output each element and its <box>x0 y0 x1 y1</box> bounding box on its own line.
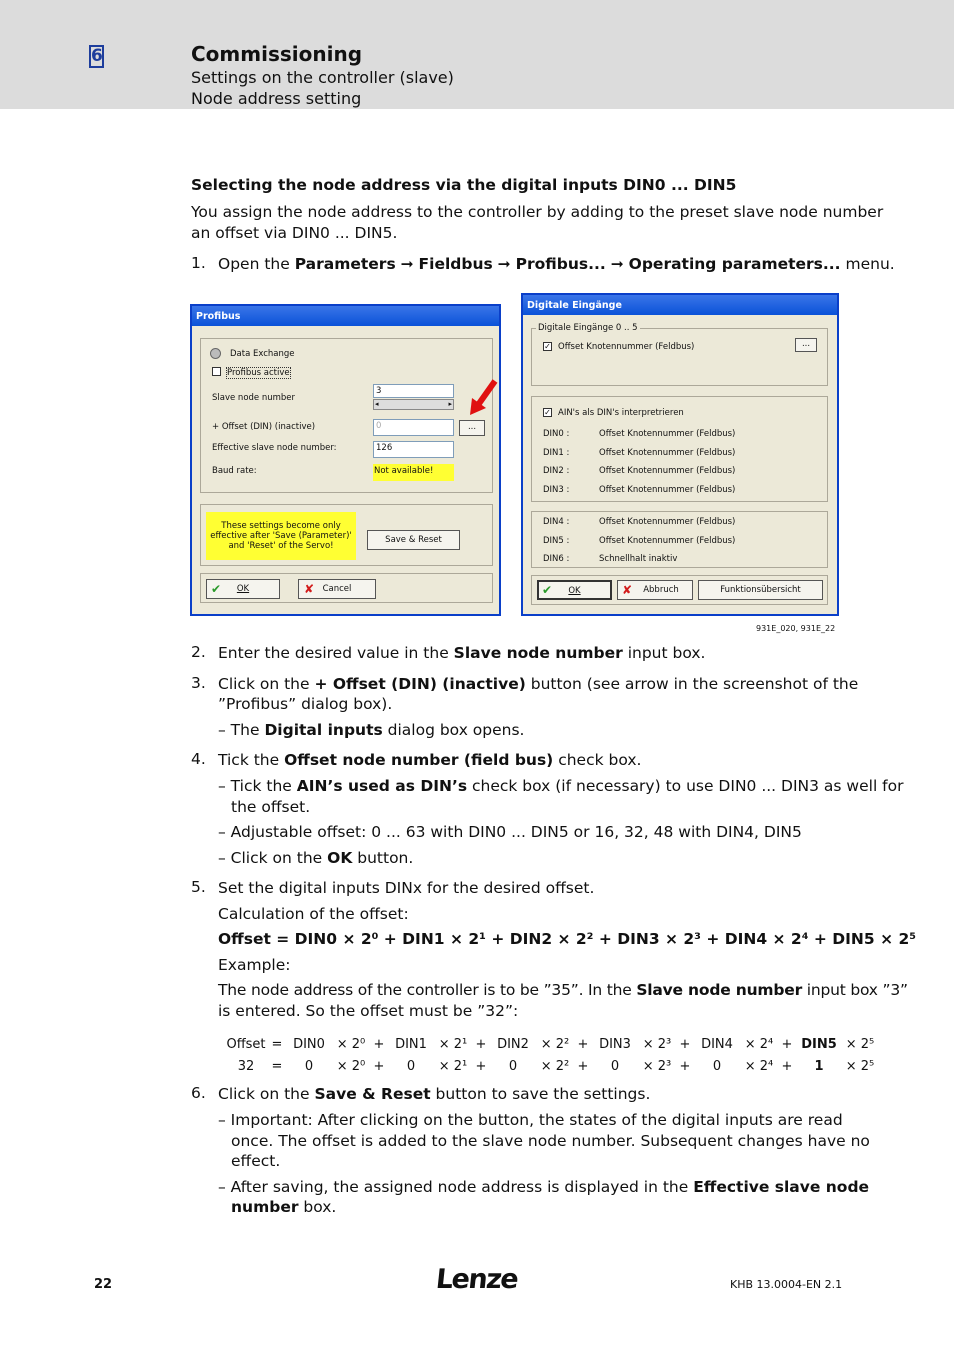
step-6-sub-2: – After saving, the assigned node address is displayed in the Effective slave node <box>218 1178 870 1196</box>
calc-label: Calculation of the offset: <box>218 905 409 923</box>
header-subtitle-2: Node address setting <box>191 89 362 108</box>
calc-cell: = <box>271 1058 283 1074</box>
calc-cell: DIN5 <box>801 1036 837 1052</box>
calc-cell: × 2² <box>540 1036 570 1052</box>
calc-cell: × 2¹ <box>438 1058 468 1074</box>
page-number: 22 <box>94 1277 113 1292</box>
calc-cell: + <box>781 1058 793 1074</box>
slave-node-input[interactable]: 3 <box>373 384 454 398</box>
offset-calc-table <box>224 1033 878 1077</box>
offset-node-checkbox[interactable]: ✓ <box>544 342 551 351</box>
baud-rate-label: Baud rate: <box>212 466 257 476</box>
din-row-name: DIN3 : <box>543 484 570 495</box>
din-row-value[interactable]: Offset Knotennummer (Feldbus) <box>599 447 736 458</box>
lenze-logo: Lenze <box>434 1264 519 1295</box>
offset-input: 0 <box>373 419 454 436</box>
save-reset-button[interactable]: Save & Reset <box>367 530 460 550</box>
scroll-left-icon[interactable]: ◂ <box>375 400 379 408</box>
scroll-right-icon[interactable]: ▸ <box>448 400 452 408</box>
profibus-active-label: Profibus active <box>227 368 290 378</box>
calc-row <box>224 1055 878 1077</box>
section-heading: Selecting the node address via the digital inputs DIN0 ... DIN5 <box>191 176 737 194</box>
step-6-text: Click on the Save & Reset button to save the settings. <box>218 1085 651 1103</box>
din-row-name: DIN1 : <box>543 447 570 458</box>
step-2-text: Enter the desired value in the Slave node number input box. <box>218 644 706 662</box>
din-row-value[interactable]: Offset Knotennummer (Feldbus) <box>599 484 736 495</box>
calc-cell: DIN4 <box>701 1036 733 1052</box>
step-5-text: Set the digital inputs DINx for the desired offset. <box>218 879 595 897</box>
calc-cell: 0 <box>304 1058 314 1074</box>
data-exchange-led <box>210 348 221 359</box>
calc-cell: 0 <box>610 1058 620 1074</box>
din-row-name: DIN0 : <box>543 429 570 439</box>
digital-ok-button[interactable]: ✔ OK <box>537 580 612 600</box>
cross-icon: ✘ <box>622 583 633 597</box>
step-4-text: Tick the Offset node number (field bus) check box. <box>218 751 642 769</box>
din-row-name: DIN5 : <box>543 535 570 546</box>
calc-cell: × 2³ <box>642 1036 672 1052</box>
dots-button[interactable]: ... <box>795 338 817 352</box>
calc-cell: × 2⁰ <box>336 1036 366 1052</box>
din-row-name: DIN6 : <box>543 554 570 564</box>
step-5-number: 5. <box>191 878 206 896</box>
checkmark-icon: ✔ <box>542 583 553 597</box>
calc-cell: × 2⁴ <box>744 1058 774 1074</box>
calc-cell: DIN3 <box>599 1036 631 1052</box>
digital-inputs-dialog <box>521 293 839 616</box>
step-4-sub-3: – Click on the OK button. <box>218 849 414 867</box>
calc-cell: × 2³ <box>642 1058 672 1074</box>
offset-label: + Offset (DIN) (inactive) <box>212 422 316 432</box>
slave-node-scrollbar[interactable] <box>373 399 454 410</box>
step-6-sub-2-cont: number box. <box>231 1198 337 1216</box>
chapter-title: Commissioning <box>191 42 363 66</box>
calc-cell: = <box>271 1036 283 1052</box>
step-4-sub-1-cont: the offset. <box>231 798 311 816</box>
calc-cell: + <box>475 1058 487 1074</box>
profibus-cancel-button[interactable]: ✘ Cancel <box>298 579 376 599</box>
step-3-text-2: ”Profibus” dialog box). <box>218 695 393 713</box>
intro-line-1: You assign the node address to the controller by adding to the preset slave node number <box>191 203 884 221</box>
effective-node-input: 126 <box>373 441 454 458</box>
calc-cell: DIN0 <box>293 1036 325 1052</box>
profibus-dialog-title: Profibus <box>192 306 499 326</box>
step-4-number: 4. <box>191 750 206 768</box>
intro-line-2: an offset via DIN0 ... DIN5. <box>191 224 398 242</box>
calc-cell: 0 <box>406 1058 416 1074</box>
calc-cell: 32 <box>237 1058 255 1074</box>
step-2-number: 2. <box>191 643 206 661</box>
digital-dialog-title: Digitale Eingänge <box>523 295 837 315</box>
calc-cell: + <box>577 1036 589 1052</box>
calc-cell: × 2² <box>540 1058 570 1074</box>
ain-label: AIN's als DIN's interpretrieren <box>558 408 684 418</box>
din-row-value[interactable]: Offset Knotennummer (Feldbus) <box>599 517 736 527</box>
step-4-sub-1: – Tick the AIN’s used as DIN’s check box (if necessary) to use DIN0 ... DIN3 as well for <box>218 777 904 795</box>
profibus-active-checkbox[interactable] <box>212 367 221 376</box>
calc-cell: + <box>475 1036 487 1052</box>
document-id: KHB 13.0004-EN 2.1 <box>730 1278 843 1291</box>
profibus-ok-button[interactable]: ✔ OK <box>206 579 280 599</box>
calc-cell: DIN1 <box>395 1036 427 1052</box>
abbruch-button[interactable]: ✘ Abbruch <box>617 580 693 600</box>
calc-cell: Offset <box>226 1036 266 1052</box>
calc-cell: + <box>679 1058 691 1074</box>
funktion-button[interactable]: Funktionsübersicht <box>698 580 823 600</box>
example-label: Example: <box>218 956 291 974</box>
calc-cell: + <box>373 1058 385 1074</box>
offset-din-button[interactable]: ... <box>459 420 485 436</box>
din-row-value[interactable]: Offset Knotennummer (Feldbus) <box>599 429 736 439</box>
step-4-sub-2: – Adjustable offset: 0 ... 63 with DIN0 ... DIN5 or 16, 32, 48 with DIN4, DIN5 <box>218 823 802 841</box>
calc-cell: + <box>373 1036 385 1052</box>
din-row-name: DIN4 : <box>543 517 570 527</box>
calc-cell: 0 <box>712 1058 722 1074</box>
calc-cell: DIN2 <box>497 1036 529 1052</box>
offset-formula: Offset = DIN0 × 2⁰ + DIN1 × 2¹ + DIN2 × 2² + DIN3 × 2³ + DIN4 × 2⁴ + DIN5 × 2⁵ <box>218 930 917 948</box>
profibus-dialog <box>190 304 501 616</box>
step-1-text: Open the Parameters ➞ Fieldbus ➞ Profibus... ➞ Operating parameters... menu. <box>218 255 895 273</box>
calc-row <box>224 1033 878 1055</box>
calc-cell: + <box>679 1036 691 1052</box>
calc-cell: + <box>781 1036 793 1052</box>
data-exchange-label: Data Exchange <box>230 349 295 359</box>
step-6-sub-1: – Important: After clicking on the button, the states of the digital inputs are read <box>218 1111 843 1129</box>
calc-cell: × 2⁰ <box>336 1058 366 1074</box>
digital-group-1 <box>531 328 828 386</box>
calc-cell: × 2⁴ <box>744 1036 774 1052</box>
ain-checkbox[interactable]: ✓ <box>544 408 551 417</box>
slave-node-label: Slave node number <box>212 393 296 403</box>
calc-cell: × 2¹ <box>438 1036 468 1052</box>
step-6-sub-1-b: once. The offset is added to the slave node number. Subsequent changes have no <box>231 1132 870 1150</box>
step-6-number: 6. <box>191 1084 206 1102</box>
din-row-value[interactable]: Offset Knotennummer (Feldbus) <box>599 466 736 476</box>
step-3-sub: – The Digital inputs dialog box opens. <box>218 721 525 739</box>
calc-cell: + <box>577 1058 589 1074</box>
step-3-text: Click on the + Offset (DIN) (inactive) button (see arrow in the screenshot of the <box>218 675 859 693</box>
calc-cell: × 2⁵ <box>845 1058 875 1074</box>
settings-note: These settings become only effective after 'Save (Parameter)' and 'Reset' of the Servo! <box>206 512 356 560</box>
example-text-1: The node address of the controller is to be ”35”. In the Slave node number input box ”3” <box>218 981 908 999</box>
chapter-number: 6 <box>91 46 103 66</box>
digital-group-1-label: Digitale Eingänge 0 .. 5 <box>538 323 638 333</box>
header-band <box>0 0 954 109</box>
step-1-number: 1. <box>191 254 206 272</box>
cross-icon: ✘ <box>304 582 315 596</box>
example-text-2: is entered. So the offset must be ”32”: <box>218 1002 519 1020</box>
calc-cell: 0 <box>508 1058 518 1074</box>
effective-node-label: Effective slave node number: <box>212 443 337 453</box>
header-subtitle-1: Settings on the controller (slave) <box>191 68 454 87</box>
checkmark-icon: ✔ <box>211 582 222 596</box>
red-arrow-icon <box>468 378 500 416</box>
din-row-value[interactable]: Offset Knotennummer (Feldbus) <box>599 535 736 546</box>
step-3-number: 3. <box>191 674 206 692</box>
calc-cell: 1 <box>814 1058 824 1074</box>
figure-reference: 931E_020, 931E_22 <box>756 624 836 633</box>
din-row-name: DIN2 : <box>543 466 570 476</box>
din-row-value[interactable]: Schnellhalt inaktiv <box>599 554 678 564</box>
offset-node-label: Offset Knotennummer (Feldbus) <box>558 342 695 352</box>
baud-rate-value: Not available! <box>373 464 454 481</box>
calc-cell: × 2⁵ <box>845 1036 875 1052</box>
step-6-sub-1-c: effect. <box>231 1152 281 1170</box>
